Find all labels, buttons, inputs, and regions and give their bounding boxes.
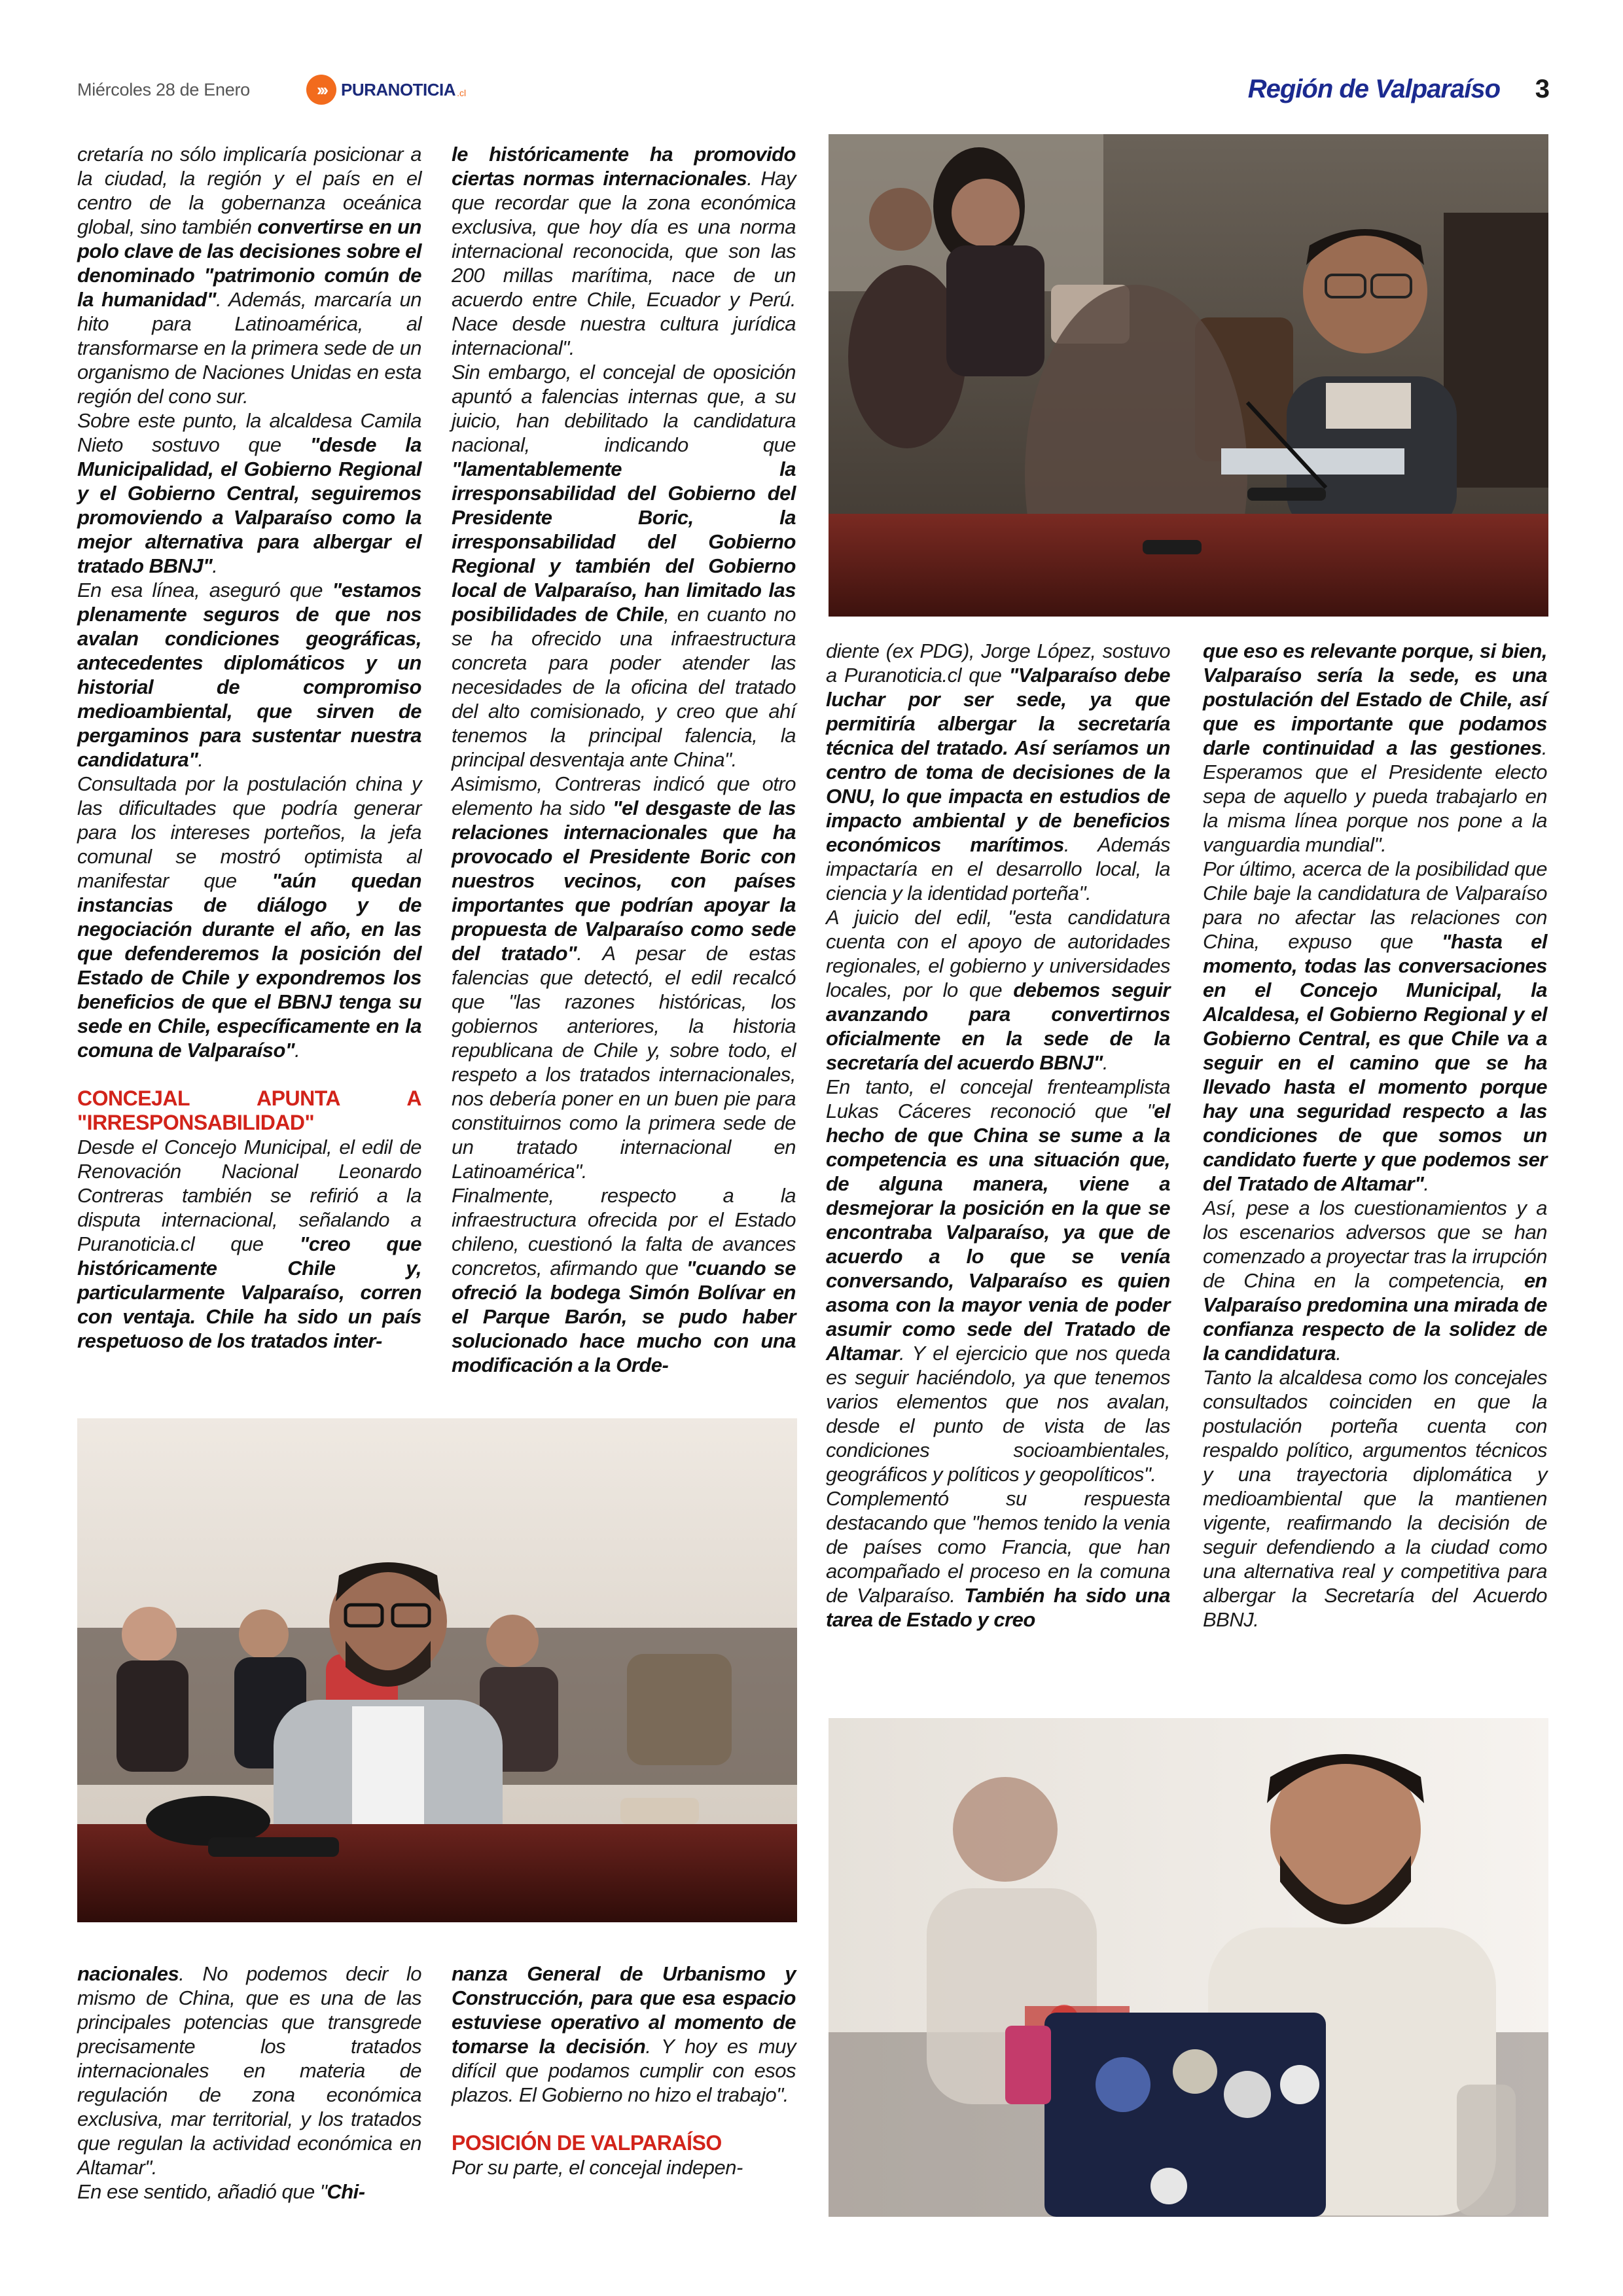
page-header <box>77 73 1550 113</box>
paragraph <box>77 1135 421 1353</box>
text-run: . Además impactaría en el desarrollo local, la ciencia y la identidad porteña". <box>826 833 1170 905</box>
paragraph <box>77 142 421 408</box>
text-run: Complementó su respuesta destacando que "hemos tenido la venia de países como Francia, que han acompañado el proceso en la comuna de Valparaíso. <box>826 1487 1170 1607</box>
text-run: Sin embargo, el concejal de oposición apuntó a falencias internas que, a su juicio, han debilitado la candidatura nacional, indicando que <box>452 361 796 456</box>
text-run: En esa línea, aseguró que <box>77 579 332 601</box>
paragraph <box>77 578 421 772</box>
quote-bold: que eso es relevante porque, si bien, Valparaíso sería la sede, es una postulación del Estado de Chile, así que es importante que podamos darle continuidad a las gestiones <box>1203 639 1547 759</box>
article-column-3 <box>826 639 1170 1632</box>
quote-bold: "cuando se ofreció la bodega Simón Bolívar en el Parque Barón, se pudo haber solucionado hace mucho con una modificación a la Orde- <box>452 1257 796 1376</box>
paragraph <box>452 142 796 360</box>
paragraph <box>1203 1365 1547 1632</box>
quote-bold: "lamentablemente la irresponsabilidad del Gobierno del Presidente Boric, la irresponsabilidad del Gobierno Regional y también del Gobierno local de Valparaíso, han limitado las posibilidades de Chile <box>452 457 796 626</box>
subheading-irresponsabilidad: CONCEJAL APUNTA A "IRRESPONSABILIDAD" <box>77 1086 421 1134</box>
text-run: cretaría no sólo implicaría posicionar a la ciudad, la región y el país en el centro de la gobernanza oceánica global, sino también <box>77 143 421 238</box>
text-run: Por último, acerca de la posibilidad que Chile baje la candidatura de Valparaíso para no afectar las relaciones con China, expuso que <box>1203 857 1547 953</box>
article-column-2-bottom <box>452 1962 796 2179</box>
photo-councilman-caceres <box>829 1718 1548 2217</box>
quote-bold: el hecho de que China se sume a la competencia es una situación que, de alguna manera, viene a desmejorar la posición en la que se encontraba Valparaíso, ya que de acuerdo a lo que se venía conversando, Valparaíso es quien asoma con la mayor venia de poder asumir como sede del Tratado de Altamar <box>826 1100 1170 1365</box>
paragraph <box>77 408 421 578</box>
text-run: Desde el Concejo Municipal, el edil de Renovación Nacional Leonardo Contreras también se refirió a la disputa internacional, señalando a Puranoticia.cl que <box>77 1136 421 1255</box>
text-run: . No podemos decir lo mismo de China, que es una de las principales potencias que transgrede precisamente los tratados internacionales en materia de regulación de zona económica exclusiva, mar territorial, y los tratados que regulan la actividad económica en Altamar". <box>77 1962 421 2179</box>
text-run: . <box>212 554 218 577</box>
paragraph <box>452 2155 796 2179</box>
paragraph <box>452 360 796 772</box>
paragraph <box>452 1183 796 1377</box>
quote-bold: debemos seguir avanzando para convertirnos oficialmente en la sede de la secretaría del acuerdo BBNJ" <box>826 978 1170 1074</box>
text-run: . Y hoy es muy difícil que podamos cumplir con esos plazos. El Gobierno no hizo el trabajo". <box>452 2035 796 2106</box>
photo-councilman-contreras <box>77 1418 797 1922</box>
paragraph <box>1203 1196 1547 1365</box>
text-run: En ese sentido, añadió que " <box>77 2180 327 2203</box>
text-run: . <box>294 1039 300 1062</box>
text-run: . <box>1336 1342 1342 1365</box>
logo-text: PURANOTICIA <box>341 79 456 99</box>
text-run: Finalmente, respecto a la infraestructura ofrecida por el Estado chileno, cuestionó la falta de avances concretos, afirmando que <box>452 1184 796 1280</box>
spacer <box>77 1062 421 1086</box>
quote-bold: "el desgaste de las relaciones internacionales que ha provocado el Presidente Boric con nuestros vecinos, con países importantes que podrían apoyar la propuesta de Valparaíso como sede del tratado" <box>452 797 796 965</box>
page-number: 3 <box>1535 75 1550 103</box>
quote-bold: Chi- <box>327 2180 365 2203</box>
paragraph <box>452 772 796 1183</box>
puranoticia-logo <box>306 73 466 106</box>
paragraph <box>826 1486 1170 1632</box>
text-run: diente (ex PDG), Jorge López, sostuvo a Puranoticia.cl que <box>826 639 1170 687</box>
quote-bold: nacionales <box>77 1962 179 1985</box>
paragraph <box>1203 639 1547 857</box>
paragraph <box>77 2179 421 2204</box>
quote-bold: convertirse en un polo clave de las decisiones sobre el denominado "patrimonio común de la humanidad" <box>77 215 421 311</box>
paragraph <box>826 905 1170 1075</box>
quote-bold: le históricamente ha promovido ciertas normas internacionales <box>452 143 796 190</box>
text-run: Asimismo, Contreras indicó que otro elemento ha sido <box>452 772 796 819</box>
text-run: . <box>1423 1172 1429 1195</box>
quote-bold: "hasta el momento, todas las conversaciones en el Concejo Municipal, la Alcaldesa, el Gobierno Regional y el Gobierno Central, es que Chile va a seguir en el camino que se ha llevado hasta el momento porque hay una seguridad respecto a las condiciones de que somos un candidato fuerte y que podemos ser del Tratado de Altamar" <box>1203 930 1547 1195</box>
paragraph <box>77 1962 421 2179</box>
text-run: . Además, marcaría un hito para Latinoamérica, al transformarse en la primera sede de un organismo de Naciones Unidas en esta región del cono sur. <box>77 288 421 408</box>
photo-illustration <box>77 1418 797 1922</box>
quote-bold: También ha sido una tarea de Estado y creo <box>826 1584 1171 1631</box>
text-run: . A pesar de estas falencias que detectó, el edil recalcó que "las razones históricas, los gobiernos anteriores, la historia republicana de Chile y, sobre todo, el respeto a los tratados internacionales, nos debería poner en un buen pie para constituirnos como la primera sede de un tratado internacional en Latinoamérica". <box>452 942 796 1183</box>
paragraph <box>77 772 421 1062</box>
text-run: Sobre este punto, la alcaldesa Camila Nieto sostuvo que <box>77 409 421 456</box>
photo-illustration <box>829 1718 1548 2217</box>
article-column-1-top <box>77 142 421 1353</box>
text-run: . <box>198 748 204 771</box>
text-run: A juicio del edil, "esta candidatura cuenta con el apoyo de autoridades regionales, el gobierno y universidades locales, por lo que <box>826 906 1170 1001</box>
issue-date: Miércoles 28 de Enero <box>77 80 250 99</box>
quote-bold: "estamos plenamente seguros de que nos avalan condiciones geográficas, antecedentes diplomáticos y un historial de compromiso medioambiental, que sirven de pergaminos para sustentar nuestra candidatura" <box>77 579 421 771</box>
text-run: . Y el ejercicio que nos queda es seguir haciéndolo, ya que tenemos varios elementos que nos avalan, desde el punto de vista de las condiciones socioambientales, geográficos y políticos y geopolíticos". <box>826 1342 1170 1486</box>
text-run: Por su parte, el concejal indepen- <box>452 2156 743 2179</box>
spacer <box>452 2107 796 2131</box>
quote-bold: nanza General de Urbanismo y Construcción, para que esa espacio estuviese operativo al momento de tomarse la decisión <box>452 1962 796 2058</box>
text-run: Consultada por la postulación china y las dificultades que podría generar para los intereses porteños, la jefa comunal se mostró optimista al manifestar que <box>77 772 421 892</box>
logo-chevrons-icon: ››› <box>306 75 336 105</box>
article-column-4 <box>1203 639 1547 1632</box>
quote-bold: "aún quedan instancias de diálogo y de negociación durante el año, en las que defenderemos la posición del Estado de Chile y expondremos los beneficios de que el BBNJ tenga su sede en Chile, específicamente en la comuna de Valparaíso" <box>77 869 422 1062</box>
text-run: Tanto la alcaldesa como los concejales consultados coinciden en que la postulación porteña cuenta con respaldo político, argumentos técnicos y una trayectoria diplomática y medioambiental que la mantienen vigente, reafirmando la decisión de seguir defendiendo a la ciudad como una alternativa real y competitiva para albergar la Secretaría del Acuerdo BBNJ. <box>1203 1366 1547 1631</box>
text-run: . Hay que recordar que la zona económica exclusiva, que hoy día es una norma internacional reconocida, que son las 200 millas marítima, nace de un acuerdo entre Chile, Ecuador y Perú. Nace desde nuestra cultura jurídica internacional". <box>452 167 796 359</box>
text-run: Así, pese a los cuestionamientos y a los escenarios adversos que se han comenzado a proyectar tras la irrupción de China en la competencia, <box>1203 1196 1547 1292</box>
quote-bold: "desde la Municipalidad, el Gobierno Regional y el Gobierno Central, seguiremos promoviendo a Valparaíso como la mejor alternativa para albergar el tratado BBNJ" <box>77 433 422 577</box>
photo-illustration <box>829 134 1548 617</box>
paragraph <box>826 1075 1170 1486</box>
text-run: . <box>1102 1051 1108 1074</box>
paragraph <box>1203 857 1547 1196</box>
text-run: , en cuanto no se ha ofrecido una infraestructura concreta para poder atender las necesidades de la oficina del tratado del alto comisionado, y creo que ahí tenemos la principal falencia, la principal desventaja ante China". <box>452 603 796 771</box>
section-title: Región de Valparaíso <box>1247 75 1500 103</box>
quote-bold: "creo que históricamente Chile y, particularmente Valparaíso, corren con ventaja. Chile ha sido un país respetuoso de los tratados inter- <box>77 1232 421 1352</box>
photo-meeting-councilman <box>829 134 1548 617</box>
text-run: En tanto, el concejal frenteamplista Lukas Cáceres reconoció que " <box>826 1075 1170 1122</box>
article-column-1-bottom <box>77 1962 421 2204</box>
quote-bold: en Valparaíso predomina una mirada de confianza respecto de la solidez de la candidatura <box>1203 1269 1547 1365</box>
article-column-2-top <box>452 142 796 1377</box>
paragraph <box>826 639 1170 905</box>
quote-bold: "Valparaíso debe luchar por ser sede, ya que permitiría albergar la secretaría técnica del tratado. Así seríamos un centro de toma de decisiones de la ONU, lo que impacta en estudios de impacto ambiental y de beneficios económicos marítimos <box>826 664 1170 856</box>
paragraph <box>452 1962 796 2107</box>
subheading-posicion-valparaiso: POSICIÓN DE VALPARAÍSO <box>452 2131 722 2155</box>
text-run: . Esperamos que el Presidente electo sepa de aquello y pueda trabajarlo en la misma línea porque nos pone a la vanguardia mundial". <box>1203 736 1547 856</box>
logo-suffix: .cl <box>457 88 467 98</box>
